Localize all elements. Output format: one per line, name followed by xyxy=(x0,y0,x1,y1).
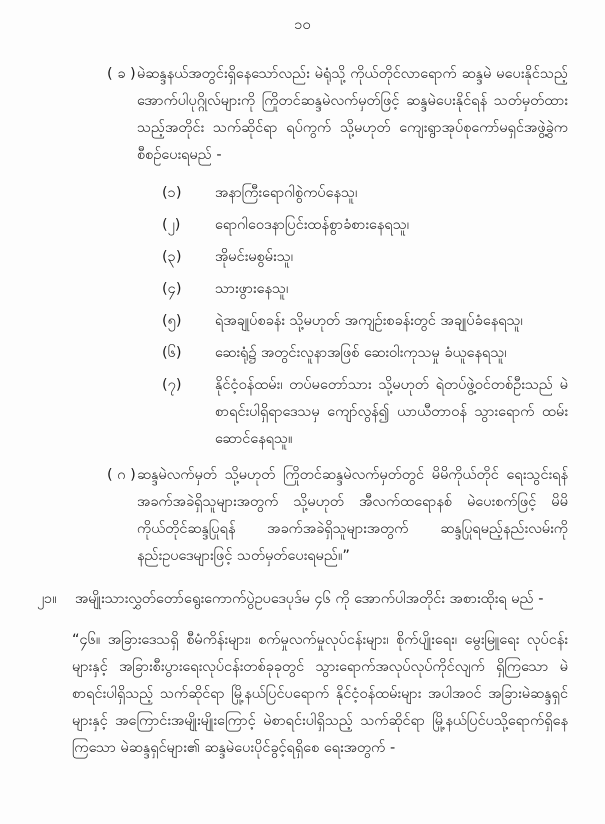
list-item-text: ဆေးရုံ၌ အတွင်းလူနာအဖြစ် ဆေးဝါးကုသမှု ခံယူနေရသူ၊ xyxy=(215,345,507,361)
list-item xyxy=(162,308,568,335)
numbered-sublist xyxy=(162,180,568,453)
list-item xyxy=(162,212,568,239)
paragraph-21-text: အမျိုးသားလွှတ်တော်ရွေးကောက်ပွဲဥပဒေပုဒ်မ ၄၆ ကို အောက်ပါအတိုင်း အစားထိုးရ မည် - xyxy=(75,591,544,607)
list-item xyxy=(162,180,568,207)
list-item-text: နိုင်ငံ့ဝန်ထမ်း၊ တပ်မတော်သား သို့မဟုတ် ရဲတပ်ဖွဲ့ဝင်တစ်ဦးသည် မဲစာရင်းပါရှိရာဒေသမှ ကျော်လွန်၍ ယာယီတာဝန် သွားရောက် ထမ်းဆောင်နေရသူ။ xyxy=(215,377,568,447)
list-item xyxy=(162,340,568,367)
list-item-text: အိုမင်းမစွမ်းသူ၊ xyxy=(215,249,294,265)
clause-kha xyxy=(107,61,568,169)
paragraph-21 xyxy=(37,586,568,613)
list-item xyxy=(162,244,568,271)
page-number: ၁၀ xyxy=(294,17,311,33)
list-item-text: သားဖွားနေသူ၊ xyxy=(215,281,289,297)
list-item-marker: (၅) xyxy=(162,313,182,329)
list-item-marker: (၂) xyxy=(162,217,181,233)
list-item-text: ရဲအချုပ်စခန်း သို့မဟုတ် အကျဉ်းစခန်းတွင် အချုပ်ခံနေရသူ၊ xyxy=(215,313,523,329)
list-item xyxy=(162,276,568,303)
list-item-marker: (၆) xyxy=(162,345,182,361)
list-item xyxy=(162,372,568,453)
clause-ga xyxy=(107,462,568,570)
list-item-marker: (၃) xyxy=(162,249,182,265)
clause-kha-text: မဲဆန္ဒနယ်အတွင်းရှိနေသော်လည်း မဲရုံသို့ ကိုယ်တိုင်လာရောက် ဆန္ဒမဲ မပေးနိုင်သည့် အောက်ပါပုဂ္ဂိုလ်များကို ကြိုတင်ဆန္ဒမဲလက်မှတ်ဖြင့် ဆန္ဒမဲပေးနိုင်ရန် သတ်မှတ်ထားသည့်အတိုင်း သက်ဆိုင်ရာ ရပ်ကွက် သို့မဟုတ် ကျေးရွာအုပ်စုကော်မရှင်အဖွဲ့ခွဲက စီစဉ်ပေးရမည် - xyxy=(137,66,568,163)
quoted-section-46: “၄၆။ အခြားဒေသရှိ စီမံကိန်းများ၊ စက်မှုလက်မှုလုပ်ငန်းများ၊ စိုက်ပျိုးရေး၊ မွေးမြူရေး လုပ်ငန်းများနှင့် အခြားစီးပွားရေးလုပ်ငန်းတစ်ခုခုတွင် သွားရောက်အလုပ်လုပ်ကိုင်လျက် ရှိကြသော မဲစာရင်းပါရှိသည့် သက်ဆိုင်ရာ မြို့နယ်ပြင်ပရောက် နိုင်ငံ့ဝန်ထမ်းများ အပါအဝင် အခြားမဲဆန္ဒရှင်များနှင့် အကြောင်းအမျိုးမျိုးကြောင့် မဲစာရင်းပါရှိသည့် သက်ဆိုင်ရာ မြို့နယ်ပြင်ပသို့ရောက်ရှိနေကြသော မဲဆန္ဒရှင်များ၏ ဆန္ဒမဲပေးပိုင်ခွင့်ရရှိစေ ရေးအတွက် - xyxy=(72,632,568,756)
clause-kha-marker: ( ခ ) xyxy=(107,66,136,82)
clause-ga-text: ဆန္ဒမဲလက်မှတ် သို့မဟုတ် ကြိုတင်ဆန္ဒမဲလက်မှတ်တွင် မိမိကိုယ်တိုင် ရေးသွင်းရန် အခက်အခဲရှိသူများအတွက် သို့မဟုတ် အီလက်ထရောနစ် မဲပေးစက်ဖြင့် မိမိကိုယ်တိုင်ဆန္ဒပြုရန် အခက်အခဲရှိသူများအတွက် ဆန္ဒပြုရမည့်နည်းလမ်းကို နည်းဥပဒေများဖြင့် သတ်မှတ်ပေးရမည်။” xyxy=(137,467,568,564)
list-item-text: ရောဂါဝေဒနာပြင်းထန်စွာခံစားနေရသူ၊ xyxy=(215,217,410,233)
list-item-marker: (၁) xyxy=(162,185,182,201)
list-item-marker: (၇) xyxy=(162,377,182,393)
list-item-text: အနာကြီးရောဂါစွဲကပ်နေသူ၊ xyxy=(215,185,358,201)
list-item-marker: (၄) xyxy=(162,281,182,297)
paragraph-21-marker: ၂၁။ xyxy=(37,591,57,607)
clause-ga-marker: ( ဂ ) xyxy=(107,467,136,483)
